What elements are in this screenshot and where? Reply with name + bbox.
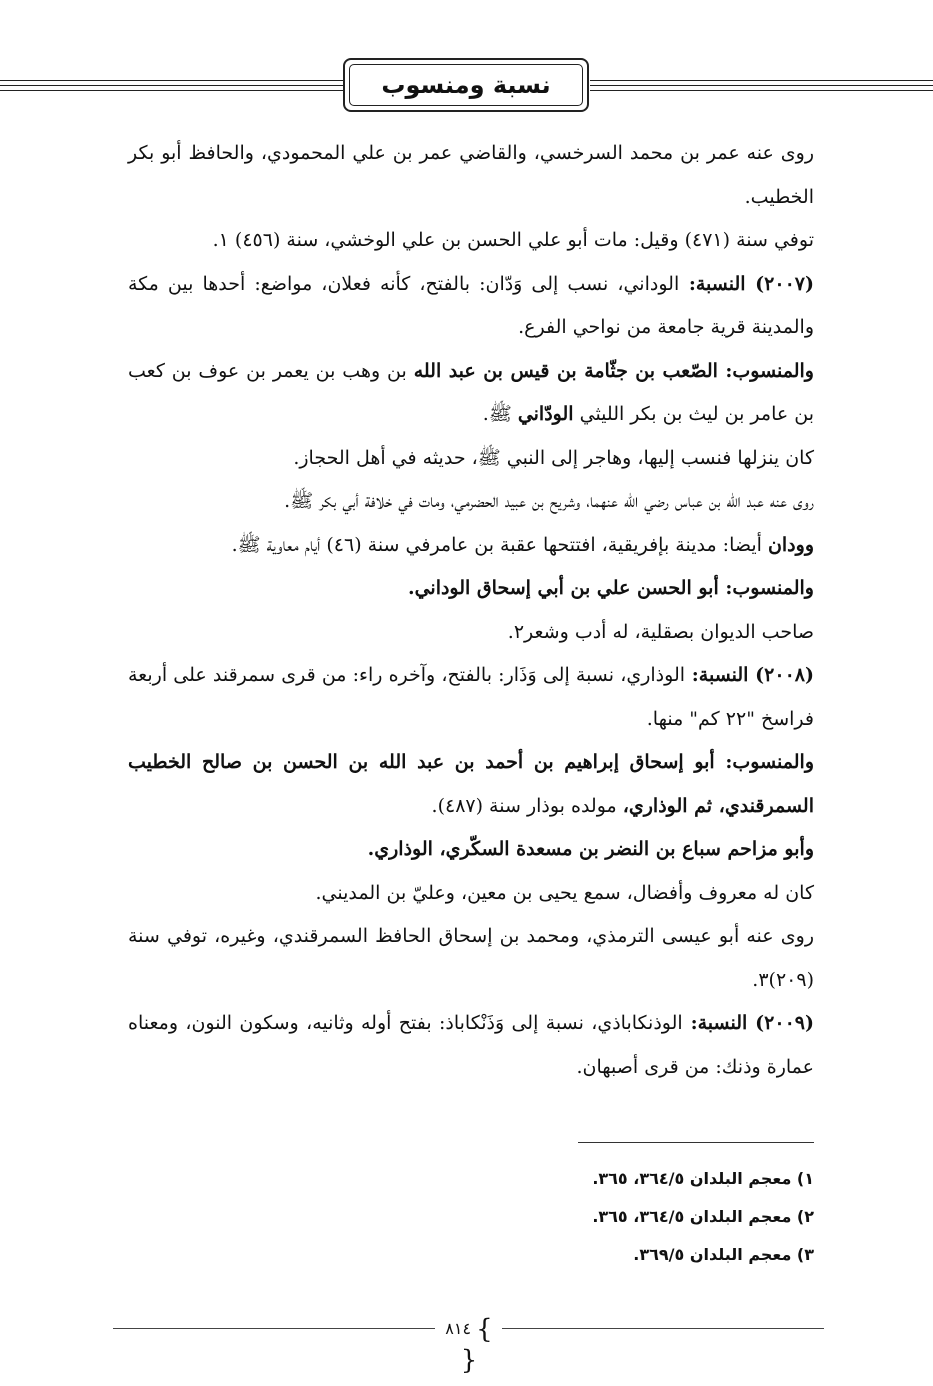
title-frame <box>343 58 589 112</box>
header-rule <box>0 90 343 91</box>
text-run: روى عنه عبد الله بن عباس رضي الله عنهما، وشريح بن عبيد الحضرمي، ومات في خلافة أبي بكر ﷺ. <box>284 490 814 512</box>
text-run: صاحب الديوان بصقلية، له أدب وشعر٢. <box>507 620 814 643</box>
header-rule <box>590 90 933 91</box>
bold-text: الودّاني <box>517 403 574 425</box>
paragraph <box>128 1002 814 1089</box>
text-run: الوذاري، نسبة إلى وَذَار: بالفتح، وآخره راء: من قرى سمرقند على أربعة فراسخ "٢٢ كم" منها. <box>128 664 814 730</box>
header-rule <box>590 85 933 86</box>
text-run: ﷺ. <box>482 403 518 425</box>
footnote-separator <box>578 1142 814 1143</box>
header-rule <box>590 80 933 81</box>
text-run: كان ينزلها فنسب إليها، وهاجر إلى النبي ﷺ، حديثه في أهل الحجاز. <box>293 446 814 469</box>
text-run: أيضا: مدينة بإفريقية، افتتحها عقبة بن عامرفي سنة (٤٦) أيام معاوية ﷺ. <box>231 533 768 556</box>
bold-text: والمنسوب: الصّعب بن جثّامة بن قيس بن عبد الله <box>413 359 814 382</box>
brace-icon: } <box>476 1314 493 1345</box>
bold-text: وأبو مزاحم سباع بن النضر بن مسعدة السكّري، الوذاري. <box>367 838 814 860</box>
text-run: كان له معروف وأفضال، سمع يحيى بن معين، وعليّ بن المديني. <box>315 881 814 904</box>
paragraph <box>128 654 814 741</box>
paragraph <box>128 350 814 437</box>
paragraph <box>128 219 814 263</box>
bold-text: وودان <box>767 533 814 556</box>
footnote-item: ١) معجم البلدان ٣٦٤/٥، ٣٦٥. <box>592 1169 814 1188</box>
header-rule <box>0 80 343 81</box>
paragraph <box>128 437 814 481</box>
text-run: توفي سنة (٤٧١) وقيل: مات أبو علي الحسن بن علي الوخشي، سنة (٤٥٦) ١. <box>212 229 814 251</box>
page-header <box>0 56 933 116</box>
footnotes <box>128 1160 814 1274</box>
paragraph <box>128 741 814 828</box>
footnote-item: ٣) معجم البلدان ٣٦٩/٥. <box>633 1245 814 1264</box>
page-title: نسبة ومنسوب <box>349 64 583 106</box>
brace-icon: { <box>460 1345 478 1375</box>
paragraph <box>128 524 814 568</box>
paragraph <box>128 872 814 916</box>
bold-text: والمنسوب: أبو الحسن علي بن أبي إسحاق الوداني. <box>407 577 814 599</box>
text-run: الوداني، نسب إلى وَدّان: بالفتح، كأنه فعلان، مواضع: أحدها بين مكة والمدينة قرية جامعة من نواحي الفرع. <box>128 272 814 338</box>
page-footer <box>0 1312 933 1375</box>
page-number-box <box>436 1314 502 1375</box>
bold-text: (٢٠٠٩) النسبة: <box>682 1012 814 1034</box>
paragraph <box>128 567 814 611</box>
paragraph <box>128 132 814 219</box>
text-run: روى عنه عمر بن محمد السرخسي، والقاضي عمر بن علي المحمودي، والحافظ أبو بكر الخطيب. <box>128 142 814 208</box>
footnote-item: ٢) معجم البلدان ٣٦٤/٥، ٣٦٥. <box>592 1207 814 1226</box>
paragraph <box>128 480 814 524</box>
paragraph <box>128 611 814 655</box>
footer-rule <box>502 1328 824 1329</box>
paragraph <box>128 828 814 872</box>
footer-rule <box>113 1328 435 1329</box>
body-text <box>128 132 814 1089</box>
text-run: بن وهب بن يعمر بن عوف بن كعب بن عامر بن ليث بن بكر الليثي <box>128 359 814 425</box>
header-rule <box>0 85 343 86</box>
paragraph <box>128 263 814 350</box>
bold-text: (٢٠٠٨) النسبة: <box>685 664 814 686</box>
paragraph <box>128 915 814 1002</box>
bold-text: والمنسوب: أبو إسحاق إبراهيم بن أحمد بن عبد الله بن الحسن بن صالح الخطيب السمرقندي، ثم الوذاري، <box>128 751 814 817</box>
text-run: الوذنكاباذي، نسبة إلى وَذَنْكاباذ: بفتح أوله وثانيه، وسكون النون، ومعناه عمارة وذنك: من قرى أصبهان. <box>128 1012 814 1078</box>
bold-text: (٢٠٠٧) النسبة: <box>679 272 814 295</box>
text-run: مولده بوذار سنة (٤٨٧). <box>431 794 623 817</box>
text-run: روى عنه أبو عيسى الترمذي، ومحمد بن إسحاق الحافظ السمرقندي، وغيره، توفي سنة (٢٠٩)٣. <box>128 925 814 991</box>
page-number: ٨١٤ <box>445 1319 472 1338</box>
